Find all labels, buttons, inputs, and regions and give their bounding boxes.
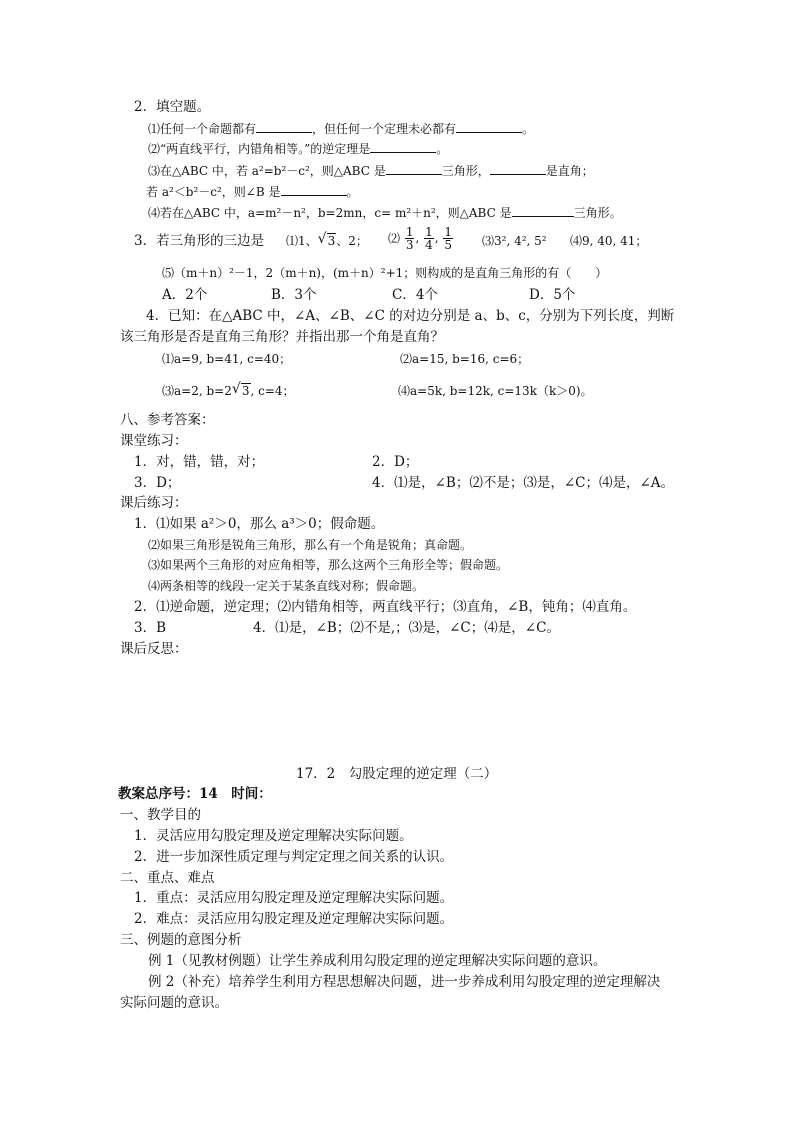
- answer-blank[interactable]: [281, 182, 347, 196]
- section-3-item-1: 例 1（见教材例题）让学生养成利用勾股定理的逆定理解决实际问题的意识。: [148, 953, 607, 969]
- q3-option-1: ⑴1、 √ 3、2；: [286, 231, 368, 248]
- section-1-heading: 一、教学目的: [120, 807, 201, 823]
- q2-item-1: ⑴任何一个命题都有 ，但任何一个定理未必都有 。: [148, 119, 534, 138]
- fraction: $\frac{1}{5}$: [444, 225, 453, 252]
- sqrt-symbol: √ 3: [317, 231, 336, 248]
- class-answer-3: 3．D；: [134, 475, 181, 491]
- section-2-item-2: 2．难点：灵活应用勾股定理及逆定理解决实际问题。: [134, 911, 454, 927]
- answer-blank[interactable]: [370, 139, 436, 153]
- class-practice-heading: 课堂练习：: [120, 433, 188, 449]
- choice-c[interactable]: C．4个: [392, 287, 438, 303]
- lesson-title: 17．2 勾股定理的逆定理（二）: [296, 766, 498, 782]
- q2-item-2: ⑵“两直线平行，内错角相等。”的逆定理是 。: [148, 139, 448, 158]
- class-answer-1: 1．对，错，错，对；: [134, 454, 265, 470]
- class-answer-2: 2．D；: [372, 454, 419, 470]
- section-3-heading: 三、例题的意图分析: [120, 932, 242, 948]
- lesson-meta: 教案总序号：14 时间：: [118, 786, 272, 802]
- q3-lead: 3．若三角形的三边是: [134, 233, 265, 249]
- q3-option-5: ⑸（m＋n）²－1，2（m＋n)，(m＋n）²+1；则构成的是直角三角形的有（ ）: [162, 266, 608, 280]
- after-practice-heading: 课后练习：: [120, 495, 188, 511]
- reflection-heading: 课后反思：: [120, 641, 188, 657]
- answer-blank[interactable]: [456, 119, 522, 133]
- class-answer-4: 4．⑴是，∠B；⑵不是；⑶是，∠C；⑷是，∠A。: [372, 475, 675, 491]
- answer-blank[interactable]: [490, 161, 546, 175]
- q4-case-4: ⑷a=5k, b=12k, c=13k（k＞0)。: [398, 384, 593, 398]
- choice-d[interactable]: D．5个: [529, 287, 576, 303]
- q3-option-4: ⑷9, 40, 41；: [570, 234, 648, 248]
- q4-line-1: 4．已知：在△ABC 中，∠A、∠B、∠C 的对边分别是 a、b、c，分别为下列长度，判断: [146, 308, 675, 324]
- q4-case-1: ⑴a=9, b=41, c=40；: [162, 352, 292, 366]
- fraction: $\frac{1}{4}$: [425, 225, 433, 252]
- q4-line-2: 该三角形是否是直角三角形？并指出那一个角是直角？: [120, 329, 444, 345]
- section-1-item-2: 2．进一步加深性质定理与判定定理之间关系的认识。: [134, 849, 454, 865]
- q2-item-3-cont: 若 a²＜b²－c²，则∠B 是 。: [146, 182, 359, 201]
- section-3-item-2-cont: 实际问题的意识。: [120, 995, 228, 1011]
- after-answer-1c: ⑶如果两个三角形的对应角相等，那么这两个三角形全等；假命题。: [148, 558, 509, 572]
- q2-item-3: ⑶在△ABC 中，若 a²=b²－c²，则△ABC 是 三角形， 是直角；: [148, 161, 594, 180]
- q2-title: 2．填空题。: [134, 99, 211, 115]
- choice-a[interactable]: A．2个: [162, 287, 208, 303]
- sqrt-symbol: √ 3: [231, 381, 250, 398]
- q2-item-4: ⑷若在△ABC 中，a=m²－n²，b=2mn，c= m²＋n²，则△ABC 是 三角形。: [148, 203, 622, 222]
- after-answer-4: 4．⑴是，∠B；⑵不是,；⑶是，∠C；⑷是，∠C。: [253, 620, 560, 636]
- after-answer-1b: ⑵如果三角形是锐角三角形，那么有一个角是锐角；真命题。: [148, 538, 473, 552]
- after-answer-3: 3．B: [134, 620, 167, 636]
- after-answer-2: 2．⑴逆命题，逆定理；⑵内错角相等，两直线平行；⑶直角，∠B，钝角；⑷直角。: [134, 599, 637, 615]
- answer-blank[interactable]: [386, 161, 442, 175]
- answer-blank[interactable]: [256, 119, 312, 133]
- after-answer-1d: ⑷两条相等的线段一定关于某条直线对称；假命题。: [148, 579, 425, 593]
- section-1-item-1: 1．灵活应用勾股定理及逆定理解决实际问题。: [134, 828, 413, 844]
- q4-case-3: ⑶a=2, b=2 √ 3, c=4；: [162, 381, 295, 398]
- answer-blank[interactable]: [512, 203, 574, 217]
- fraction: $\frac{1}{3}$: [405, 225, 414, 252]
- section-2-item-1: 1．重点：灵活应用勾股定理及逆定理解决实际问题。: [134, 890, 454, 906]
- choice-b[interactable]: B．3个: [271, 287, 317, 303]
- section-3-item-2: 例 2（补充）培养学生利用方程思想解决问题，进一步养成利用勾股定理的逆定理解决: [148, 974, 661, 990]
- section-2-heading: 二、重点、难点: [120, 870, 215, 886]
- after-answer-1: 1．⑴如果 a²＞0，那么 a³＞0；假命题。: [134, 516, 385, 532]
- q4-case-2: ⑵a=15, b=16, c=6；: [400, 352, 530, 366]
- answers-heading: 八、参考答案：: [120, 412, 215, 428]
- q3-option-2: ⑵ $\frac{1}{3}$ , $\frac{1}{4}$ , $\frac{1}{5}$: [388, 225, 453, 252]
- q3-option-3: ⑶3², 4², 5²: [482, 234, 547, 248]
